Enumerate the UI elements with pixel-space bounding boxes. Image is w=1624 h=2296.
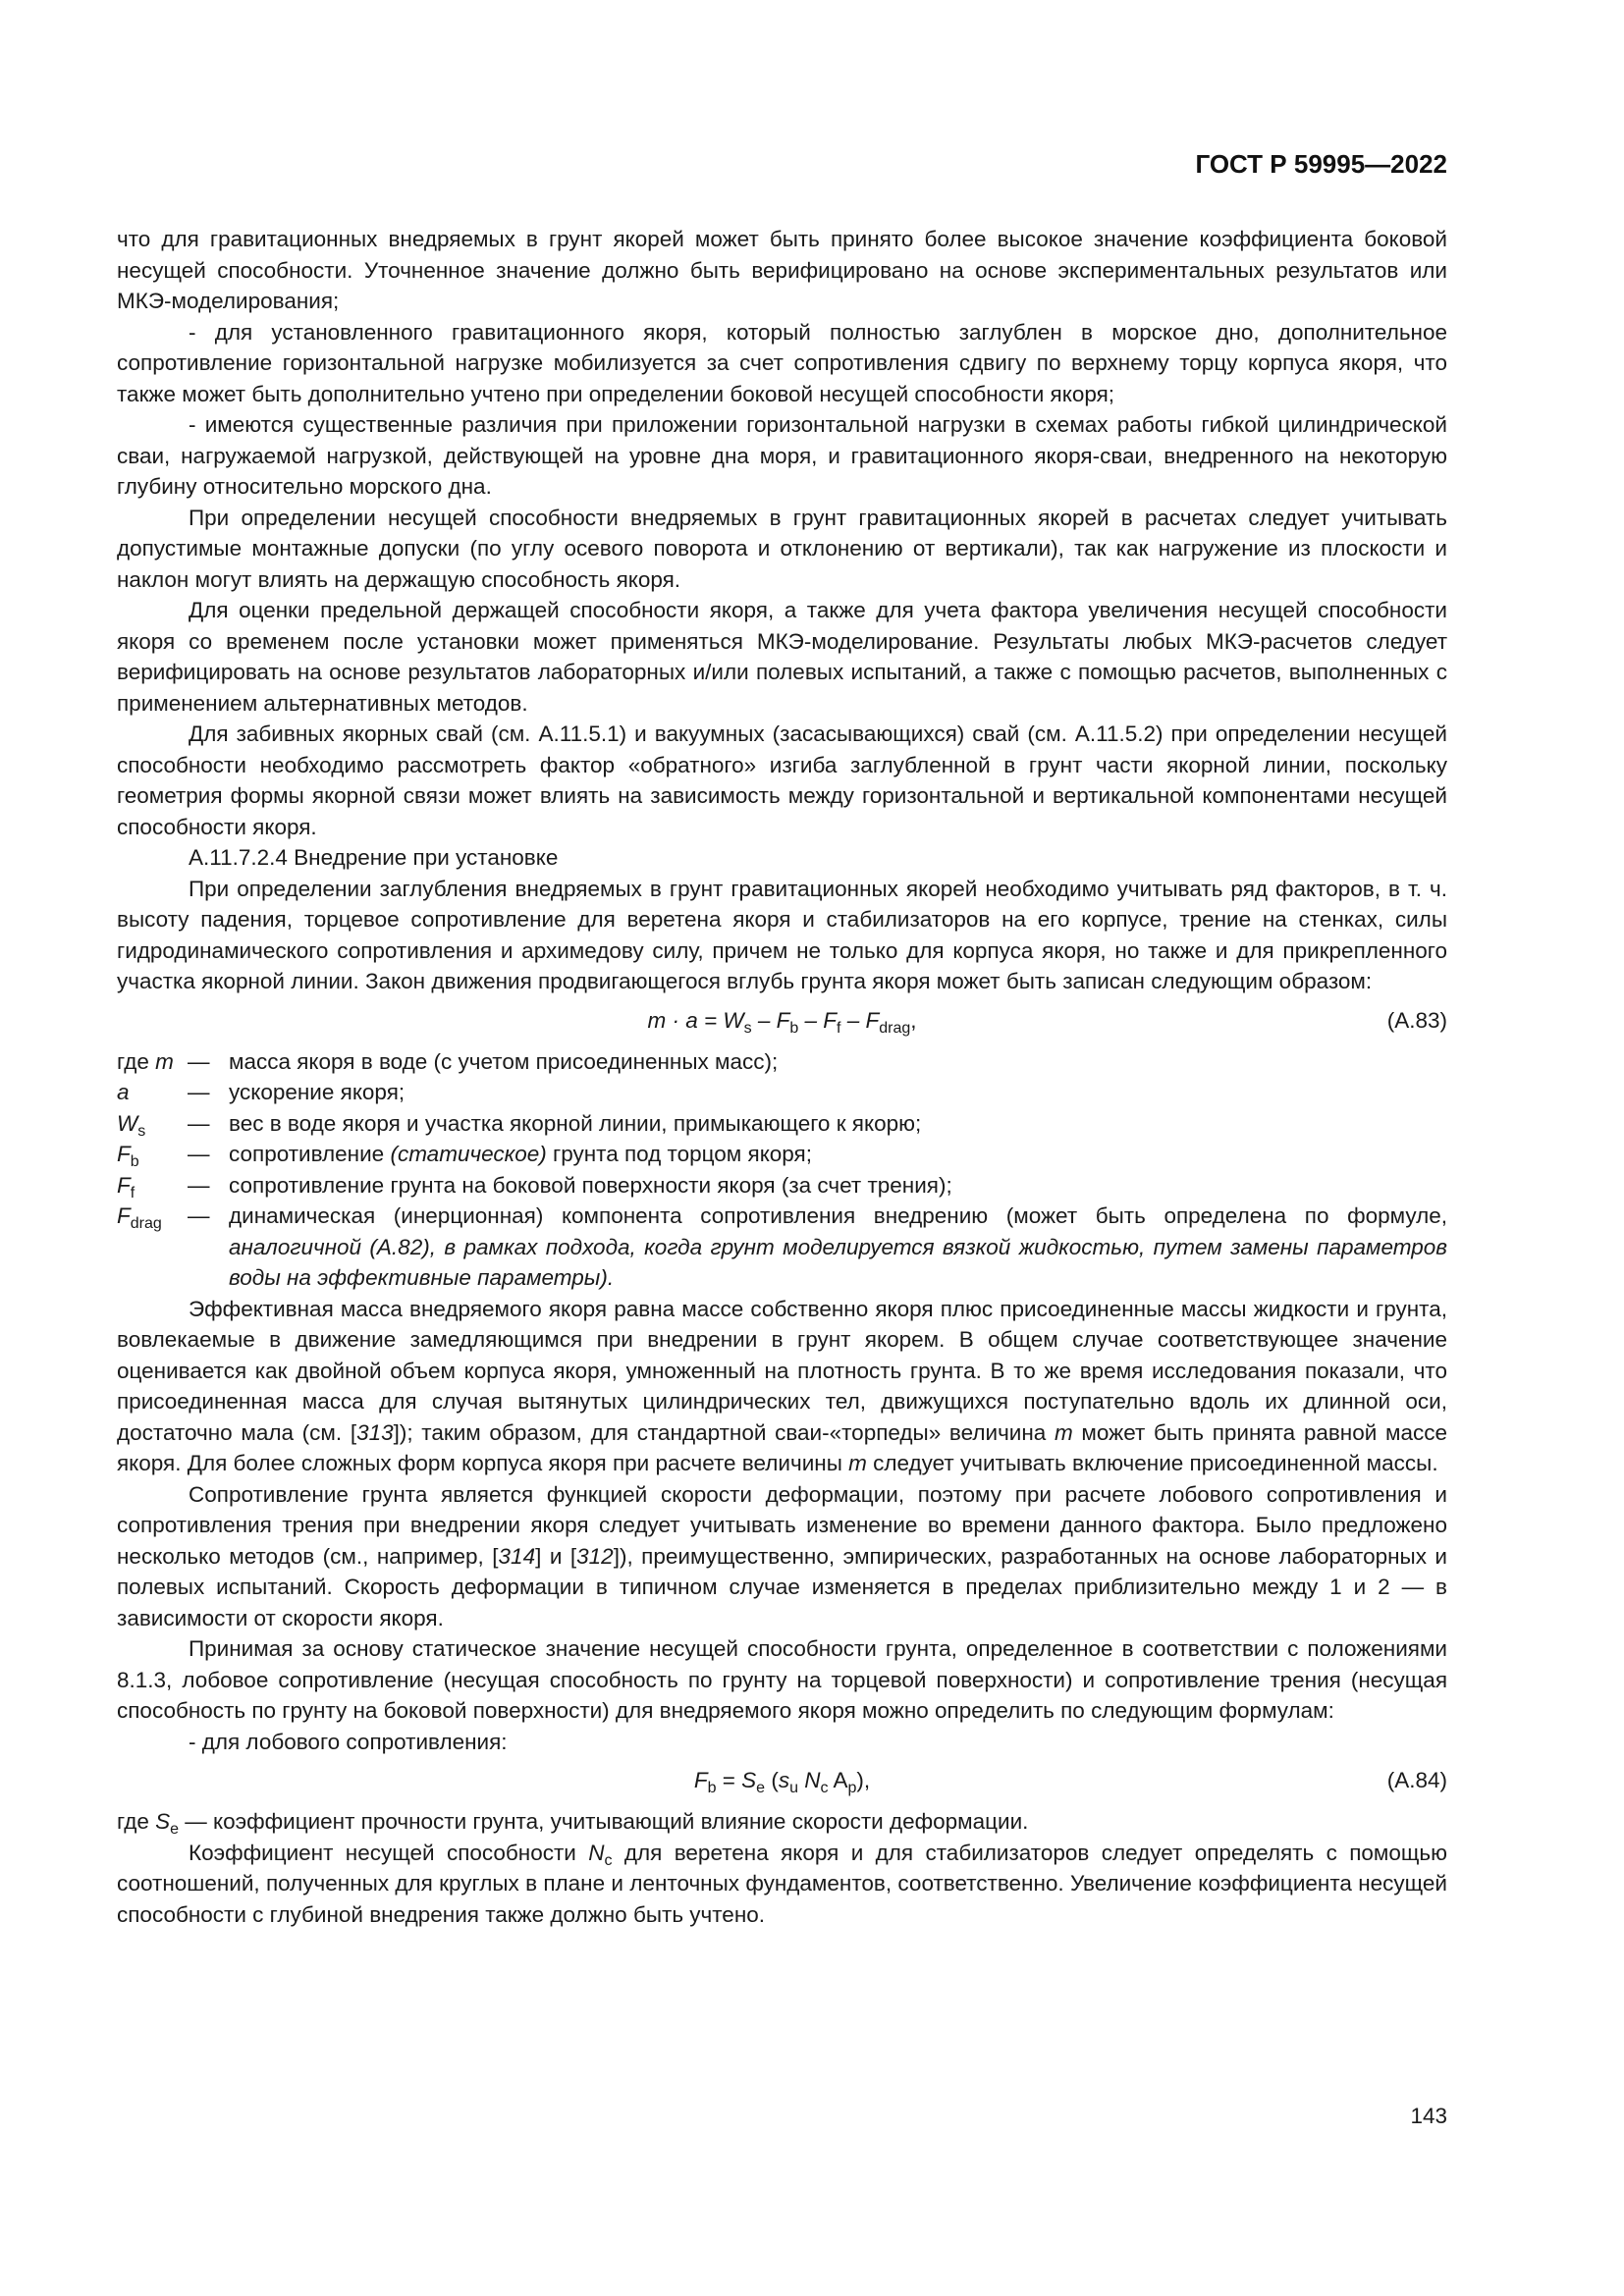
paragraph: При определении заглубления внедряемых в грунт гравитационных якорей необходимо учитывать ряд факторов, в т. ч. высоту падения, торцевое сопротивление для веретена якоря и стабилизаторов на его корпусе, трение на стенках, силы гидродинамического сопротивления и архимедову силу, причем не только для корпуса якоря, но также и для прикрепленного участка якорной линии. Закон движения продвигающегося вглубь грунта якоря может быть записан следующим образом: xyxy=(117,876,1447,993)
definition-symbol: a xyxy=(117,1080,130,1104)
equation-a83 xyxy=(117,1001,1447,1041)
page-number: 143 xyxy=(1410,2104,1447,2128)
definition-symbol: $W_s$ xyxy=(117,1110,146,1140)
page-content xyxy=(117,224,1447,1930)
paragraph: что для гравитационных внедряемых в грунт якорей может быть принято более высокое значение коэффициента боковой несущей способности. Уточненное значение должно быть верифицировано на основе экспериментальных результатов или МКЭ-моделирования; xyxy=(117,227,1447,313)
paragraph: Для забивных якорных свай (см. А.11.5.1) и вакуумных (засасывающихся) свай (см. А.11.5.2) при определении несущей способности необходимо рассмотреть фактор «обратного» изгиба заглубленной в грунт части якорной линии, поскольку геометрия формы якорной связи может влиять на зависимость между горизонтальной и вертикальной компонентами несущей способности якоря. xyxy=(117,721,1447,839)
definition-prefix: где xyxy=(117,1048,149,1074)
definition-item: $F_b$ — сопротивление (статическое) грунта под торцом якоря; xyxy=(117,1139,1447,1170)
paragraph: Для оценки предельной держащей способности якоря, а также для учета фактора увеличения несущей способности якоря со временем после установки может применяться МКЭ-моделирование. Результаты любых МКЭ-расчетов следует верифицировать на основе результатов лабораторных и/или полевых испытаний, а также с помощью расчетов, выполненных с применением альтернативных методов. xyxy=(117,598,1447,716)
equation-number: (A.84) xyxy=(1386,1768,1447,1792)
paragraph: где $S_e$ — коэффициент прочности грунта, учитывающий влияние скорости деформации. xyxy=(117,1809,1029,1838)
definition-text: сопротивление грунта на боковой поверхности якоря (за счет трения); xyxy=(229,1172,952,1198)
definitions-list xyxy=(117,1046,1447,1294)
document-header: ГОСТ Р 59995—2022 xyxy=(1195,149,1447,179)
definition-item: $F_{drag}$ — динамическая (инерционная) компонента сопротивления внедрению (может быть определена по формуле, аналогичной (А.82), в рамках подхода, когда грунт моделируется вязкой жидкостью, путем замены параметров воды на эффективные параметры). xyxy=(117,1201,1447,1294)
paragraph: Коэффициент несущей способности $N_c$ для веретена якоря и для стабилизаторов следует определять с помощью соотношений, полученных для круглых в плане и ленточных фундаментов, соответственно. Увеличение коэффициента несущей способности с глубиной внедрения также должно быть учтено. xyxy=(117,1840,1447,1927)
definition-text: масса якоря в воде (с учетом присоединенных масс); xyxy=(229,1048,779,1074)
definition-item: a — ускорение якоря; xyxy=(117,1077,1447,1108)
definition-item: $W_s$ — вес в воде якоря и участка якорной линии, примыкающего к якорю; xyxy=(117,1108,1447,1140)
definition-text: динамическая (инерционная) компонента сопротивления внедрению (может быть определена по формуле, аналогичной (А.82), в рамках подхода, когда грунт моделируется вязкой жидкостью, путем замены параметров воды на эффективные параметры). xyxy=(229,1203,1447,1290)
definition-symbol: m xyxy=(155,1048,174,1074)
list-item: - для установленного гравитационного якоря, который полностью заглублен в морское дно, дополнительное сопротивление горизонтальной нагрузке мобилизуется за счет сопротивления сдвигу по верхнему торцу корпуса якоря, что также может быть дополнительно учтено при определении боковой несущей способности якоря; xyxy=(117,319,1447,406)
definition-symbol: $F_{drag}$ xyxy=(117,1203,162,1232)
equation-formula: $F_b = S_e$ ($s_u$ $N_c$ $A_p$), xyxy=(693,1768,871,1796)
equation-a84 xyxy=(117,1761,1447,1800)
definition-symbol: $F_b$ xyxy=(117,1142,139,1170)
paragraph: Принимая за основу статическое значение несущей способности грунта, определенное в соответствии с положениями 8.1.3, лобовое сопротивление (несущая способность по грунту на торцевой поверхности) и сопротивление трения (несущая способность по грунту на боковой поверхности) для внедряемого якоря можно определить по следующим формулам: xyxy=(117,1636,1447,1723)
definition-text: ускорение якоря; xyxy=(229,1080,406,1104)
list-item: - имеются существенные различия при приложении горизонтальной нагрузки в схемах работы гибкой цилиндрической сваи, нагружаемой нагрузкой, действующей на уровне дна моря, и гравитационного якоря-сваи, внедренного на некоторую глубину относительно морского дна. xyxy=(117,412,1447,499)
definition-text: вес в воде якоря и участка якорной линии, примыкающего к якорю; xyxy=(229,1110,922,1136)
definition-text: сопротивление (статическое) грунта под торцом якоря; xyxy=(229,1142,812,1166)
definition-item: где m — масса якоря в воде (с учетом присоединенных масс); xyxy=(117,1046,1447,1078)
paragraph: Эффективная масса внедряемого якоря равна массе собственно якоря плюс присоединенные массы жидкости и грунта, вовлекаемые в движение замедляющимся при внедрении в грунт якорем. В общем случае соответствующее значение оценивается как двойной объем корпуса якоря, умноженный на плотность грунта. В то же время исследования показали, что присоединенная масса для случая вытянутых цилиндрических тел, движущихся поступательно вдоль их длинной оси, достаточно мала (см. [313]); таким образом, для стандартной сваи-«торпеды» величина m может быть принята равной массе якоря. Для более сложных форм корпуса якоря при расчете величины m следует учитывать включение присоединенной массы. xyxy=(117,1296,1447,1475)
section-heading: А.11.7.2.4 Внедрение при установке xyxy=(189,845,559,870)
list-item: - для лобового сопротивления: xyxy=(189,1729,508,1754)
paragraph: Сопротивление грунта является функцией скорости деформации, поэтому при расчете лобового сопротивления и сопротивления трения при внедрении якоря следует учитывать изменение во времени данного фактора. Было предложено несколько методов (см., например, [314] и [312]), преимущественно, эмпирических, разработанных на основе лабораторных и полевых испытаний. Скорость деформации в типичном случае изменяется в пределах приблизительно между 1 и 2 — в зависимости от скорости якоря. xyxy=(117,1481,1448,1630)
definition-symbol: $F_f$ xyxy=(117,1172,135,1201)
definition-item: $F_f$ — сопротивление грунта на боковой поверхности якоря (за счет трения); xyxy=(117,1170,1447,1201)
paragraph: При определении несущей способности внедряемых в грунт гравитационных якорей в расчетах следует учитывать допустимые монтажные допуски (по углу осевого поворота и отклонению от вертикали), так как нагружение из плоскости и наклон могут влиять на держащую способность якоря. xyxy=(117,505,1447,592)
equation-number: (A.83) xyxy=(1386,1007,1447,1033)
equation-formula: $m \cdot a = W_s - F_b - F_f - F_{drag}$, xyxy=(647,1007,917,1037)
